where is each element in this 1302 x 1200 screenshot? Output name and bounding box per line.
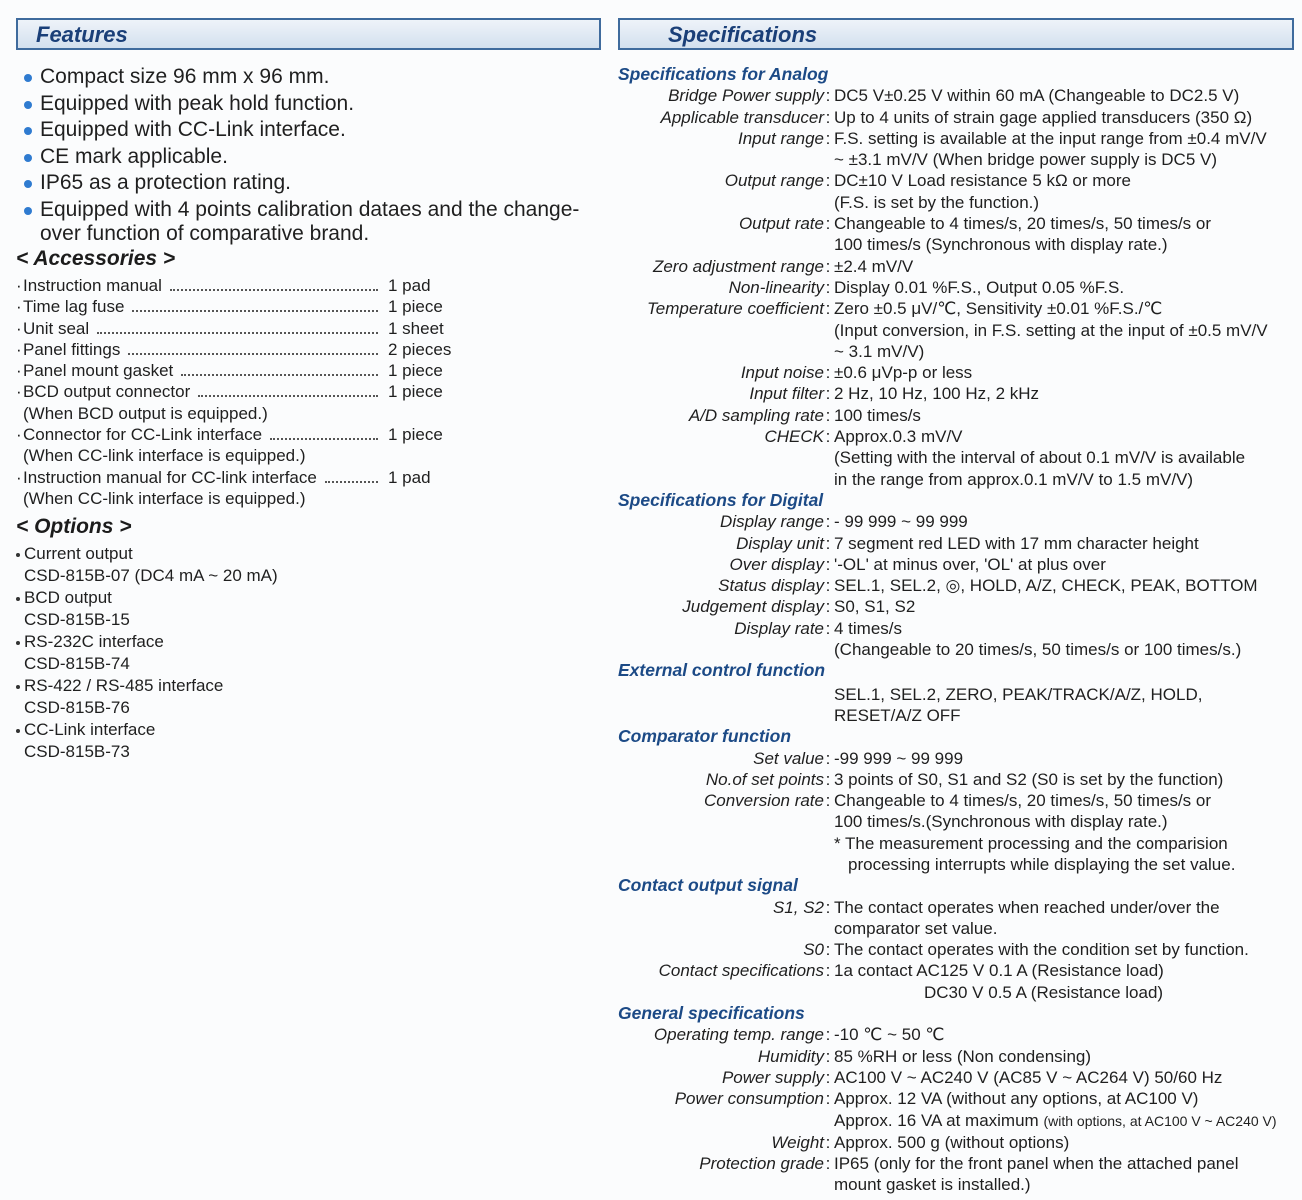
contact-section-title: Contact output signal bbox=[618, 875, 798, 896]
accessory-row: · Panel fittings 2 pieces bbox=[16, 339, 452, 359]
bullet-icon bbox=[16, 553, 20, 557]
list-item-continuation: over function of comparative brand. bbox=[40, 222, 370, 245]
accessory-note: (When CC-link interface is equipped.) bbox=[23, 446, 306, 466]
accessory-row: · Unit seal 1 sheet bbox=[16, 318, 444, 338]
spec-table bbox=[618, 64, 1294, 1196]
general-section-title: General specifications bbox=[618, 1003, 805, 1024]
spec-row: Display range : - 99 999 ~ 99 999 bbox=[720, 512, 968, 532]
bullet-icon bbox=[24, 74, 32, 82]
bullet-icon bbox=[16, 641, 20, 645]
bullet-icon bbox=[24, 101, 32, 109]
spec-row: Protection grade : IP65 (only for the front panel when the attached panel mount gasket is installed.) bbox=[699, 1154, 1239, 1195]
spec-row: Contact specifications : 1a contact AC125 V 0.1 A (Resistance load) DC30 V 0.5 A (Resistance load) bbox=[658, 961, 1164, 1002]
features-list bbox=[16, 64, 601, 245]
spec-row: Input noise : ±0.6 μVp-p or less bbox=[740, 363, 973, 383]
spec-row: Display unit : 7 segment red LED with 17 mm character height bbox=[736, 533, 1199, 553]
accessory-row: · Panel mount gasket 1 piece bbox=[16, 361, 443, 381]
spec-row: Judgement display : S0, S1, S2 bbox=[682, 597, 916, 617]
bullet-icon bbox=[24, 180, 32, 188]
spec-row: CHECK : Approx.0.3 mV/V (Setting with the interval of about 0.1 mV/V is available in the range from approx.0.1 mV/V to 1.5 mV/V) bbox=[764, 427, 1246, 489]
spec-row: Power supply : AC100 V ~ AC240 V (AC85 V ~ AC264 V) 50/60 Hz bbox=[721, 1067, 1223, 1087]
list-item: Equipped with peak hold function. bbox=[16, 91, 601, 118]
spec-row: Non-linearity : Display 0.01 %F.S., Output 0.05 %F.S. bbox=[728, 277, 1125, 297]
left-column bbox=[16, 18, 601, 763]
spec-row: Weight : Approx. 500 g (without options) bbox=[771, 1132, 1070, 1152]
spec-row: A/D sampling rate : 100 times/s bbox=[688, 405, 921, 425]
spec-row: Humidity : 85 %RH or less (Non condensing) bbox=[757, 1046, 1092, 1066]
option-item: Current output CSD-815B-07 (DC4 mA ~ 20 mA) bbox=[16, 543, 601, 587]
spec-row: Applicable transducer : Up to 4 units of strain gage applied transducers (350 Ω) bbox=[660, 107, 1253, 127]
spec-row: Status display : SEL.1, SEL.2, ◎, HOLD, A/Z, CHECK, PEAK, BOTTOM bbox=[718, 576, 1258, 596]
accessory-row: · Instruction manual 1 pad bbox=[16, 276, 431, 295]
spec-row: Output rate : Changeable to 4 times/s, 20 times/s, 50 times/s or 100 times/s (Synchronous with display rate.) bbox=[738, 214, 1212, 255]
comparator-section-title: Comparator function bbox=[618, 726, 792, 747]
bullet-icon bbox=[16, 597, 20, 601]
right-column bbox=[618, 18, 1294, 1196]
option-item: CC-Link interface CSD-815B-73 bbox=[16, 719, 601, 763]
spec-row: Display rate : 4 times/s (Changeable to 20 times/s, 50 times/s or 100 times/s.) bbox=[734, 618, 1242, 660]
spec-row: Set value : -99 999 ~ 99 999 bbox=[753, 748, 964, 768]
accessory-row: · Connector for CC-Link interface 1 piece bbox=[16, 425, 443, 445]
accessory-note: (When CC-link interface is equipped.) bbox=[23, 488, 306, 508]
bullet-icon bbox=[24, 154, 32, 162]
spec-row: Operating temp. range : -10 ℃ ~ 50 ℃ bbox=[653, 1025, 945, 1045]
spec-row: SEL.1, SEL.2, ZERO, PEAK/TRACK/A/Z, HOLD, RESET/A/Z OFF bbox=[834, 684, 1203, 725]
specifications-banner bbox=[618, 18, 1294, 50]
spec-row: Over display : '-OL' at minus over, 'OL' at plus over bbox=[729, 554, 1106, 574]
accessory-row: · Time lag fuse 1 piece bbox=[16, 297, 443, 317]
options-title: < Options > bbox=[16, 515, 132, 539]
accessory-row: · BCD output connector 1 piece bbox=[16, 382, 443, 402]
spec-row: Input filter : 2 Hz, 10 Hz, 100 Hz, 2 kHz bbox=[749, 384, 1040, 404]
accessory-row: · Instruction manual for CC-link interface 1 pad bbox=[16, 467, 431, 487]
spec-row: Input range : F.S. setting is available at the input range from ±0.4 mV/V ~ ±3.1 mV/V (When bridge power supply is DC5 V) bbox=[737, 128, 1267, 170]
digital-section-title: Specifications for Digital bbox=[618, 489, 824, 510]
option-item: RS-422 / RS-485 interface CSD-815B-76 bbox=[16, 675, 601, 719]
list-item: Compact size 96 mm x 96 mm. bbox=[16, 64, 601, 91]
list-item: CE mark applicable. bbox=[16, 144, 601, 171]
spec-row: Temperature coefficient : Zero ±0.5 μV/℃, Sensitivity ±0.01 %F.S./℃ (Input conversion, in F.S. setting at the input of ±0.5 mV/V ~ 3.1 mV/V) bbox=[646, 299, 1268, 361]
features-banner bbox=[16, 18, 601, 50]
bullet-icon bbox=[16, 729, 20, 733]
external-section-title: External control function bbox=[618, 660, 826, 681]
spec-row: No.of set points : 3 points of S0, S1 and S2 (S0 is set by the function) bbox=[705, 769, 1224, 789]
spec-row: Zero adjustment range : ±2.4 mV/V bbox=[652, 256, 914, 276]
analog-section-title: Specifications for Analog bbox=[618, 64, 829, 84]
bullet-icon bbox=[24, 207, 32, 215]
spec-row: Output range : DC±10 V Load resistance 5 kΩ or more (F.S. is set by the function.) bbox=[724, 171, 1132, 212]
spec-row: S0 : The contact operates with the condition set by function. bbox=[803, 940, 1249, 960]
specifications-title: Specifications bbox=[668, 22, 818, 47]
spec-row: Power consumption : Approx. 12 VA (without any options, at AC100 V) Approx. 16 VA at maximum (with options, at AC100 V ~ AC240 V) bbox=[674, 1089, 1277, 1130]
list-item: IP65 as a protection rating. bbox=[16, 170, 601, 197]
spec-row: S1, S2 : The contact operates when reached under/over the comparator set value. bbox=[772, 897, 1220, 938]
features-title: Features bbox=[36, 22, 128, 47]
bullet-icon bbox=[24, 127, 32, 135]
option-item: RS-232C interface CSD-815B-74 bbox=[16, 631, 601, 675]
spec-row: Bridge Power supply : DC5 V±0.25 V within 60 mA (Changeable to DC2.5 V) bbox=[668, 86, 1240, 106]
options-list bbox=[16, 543, 601, 763]
list-item: Equipped with CC-Link interface. bbox=[16, 117, 601, 144]
option-item: BCD output CSD-815B-15 bbox=[16, 587, 601, 631]
accessory-note: (When BCD output is equipped.) bbox=[23, 403, 268, 423]
accessories-title: < Accessories > bbox=[16, 247, 176, 270]
spec-row: Conversion rate : Changeable to 4 times/s, 20 times/s, 50 times/s or 100 times/s.(Synchronous with display rate.) * The measurement processing and the comparision processing interrupts while displaying the set value. bbox=[703, 791, 1236, 874]
list-item: Equipped with 4 points calibration dataes and the change- bbox=[16, 197, 601, 224]
bullet-icon bbox=[16, 685, 20, 689]
accessories-list bbox=[16, 275, 601, 509]
